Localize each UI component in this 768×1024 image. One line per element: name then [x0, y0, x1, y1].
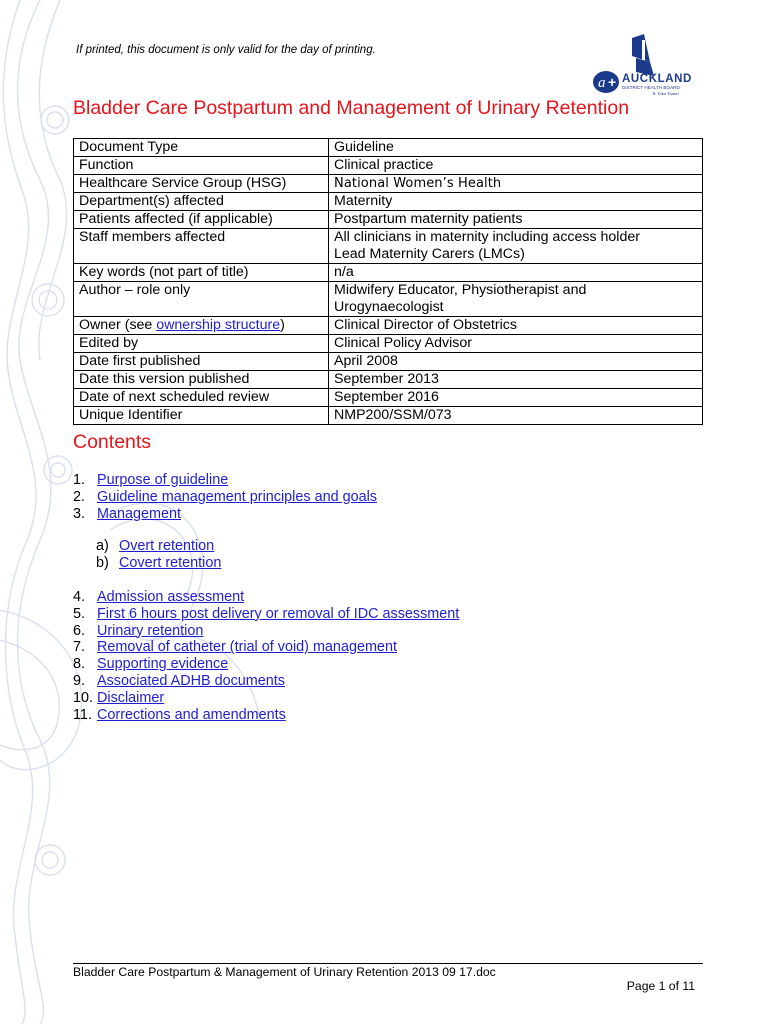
footer-page-number: Page 1 of 11	[626, 979, 695, 993]
contents-item-number: 11.	[73, 706, 92, 723]
metadata-key-cell: Staff members affected	[74, 229, 329, 264]
metadata-value: All clinicians in maternity including access holder	[334, 229, 640, 245]
metadata-key-cell	[74, 317, 329, 335]
contents-item	[73, 489, 377, 506]
metadata-value: Midwifery Educator, Physiotherapist and	[334, 282, 587, 298]
contents-item	[73, 623, 459, 640]
metadata-row	[74, 193, 703, 211]
metadata-key-cell: Department(s) affected	[74, 193, 329, 211]
svg-text:AUCKLAND: AUCKLAND	[622, 73, 692, 85]
metadata-value: Clinical Director of Obstetrics	[334, 317, 517, 333]
metadata-key-cell: Patients affected (if applicable)	[74, 211, 329, 229]
metadata-value: Guideline	[334, 139, 394, 155]
contents-item	[73, 690, 459, 707]
metadata-row	[74, 282, 703, 317]
metadata-row	[74, 407, 703, 425]
metadata-value: National Women’s Health	[334, 176, 502, 191]
contents-link[interactable]: Covert retention	[119, 554, 222, 571]
svg-text:+: +	[608, 74, 617, 90]
svg-text:Te Toka Tumai: Te Toka Tumai	[652, 91, 679, 96]
metadata-row	[74, 157, 703, 175]
document-title: Bladder Care Postpartum and Management of Urinary Retention	[73, 97, 630, 119]
contents-link[interactable]: Supporting evidence	[97, 656, 229, 673]
metadata-key-cell: Key words (not part of title)	[74, 264, 329, 282]
footer-divider	[73, 963, 703, 964]
metadata-key-cell: Function	[74, 157, 329, 175]
contents-link[interactable]: Purpose of guideline	[97, 472, 229, 488]
metadata-row	[74, 139, 703, 157]
metadata-value: NMP200/SSM/073	[334, 407, 452, 423]
metadata-value-cell	[329, 175, 703, 193]
metadata-value-cell	[329, 193, 703, 211]
metadata-row	[74, 335, 703, 353]
contents-link[interactable]: Removal of catheter (trial of void) management	[97, 639, 397, 656]
metadata-key-cell: Edited by	[74, 335, 329, 353]
metadata-value-cell	[329, 335, 703, 353]
metadata-key-cell: Date of next scheduled review	[74, 389, 329, 407]
contents-item	[96, 538, 221, 555]
metadata-value: September 2013	[334, 371, 439, 387]
print-validity-notice: If printed, this document is only valid for the day of printing.	[76, 44, 376, 56]
contents-item-number: 5.	[73, 605, 86, 622]
metadata-value: n/a	[334, 264, 354, 280]
metadata-value-cell	[329, 317, 703, 335]
contents-item-number: b)	[96, 554, 109, 571]
auckland-dhb-logo	[592, 32, 704, 100]
metadata-value-cell	[329, 407, 703, 425]
metadata-value-continued: Urogynaecologist	[334, 299, 444, 315]
contents-item-number: 3.	[73, 505, 86, 522]
contents-item	[96, 555, 221, 572]
metadata-key-cell: Healthcare Service Group (HSG)	[74, 175, 329, 193]
contents-item	[73, 673, 459, 690]
contents-item	[73, 639, 459, 656]
svg-text:a: a	[598, 75, 606, 91]
metadata-key-cell: Document Type	[74, 139, 329, 157]
contents-item-number: 4.	[73, 589, 86, 605]
metadata-key-cell: Date first published	[74, 353, 329, 371]
metadata-key-cell: Unique Identifier	[74, 407, 329, 425]
contents-heading: Contents	[73, 431, 152, 453]
metadata-value-cell	[329, 139, 703, 157]
contents-item-number: 2.	[73, 488, 86, 505]
metadata-value: Clinical practice	[334, 157, 434, 173]
adhb-logo-icon	[592, 32, 704, 100]
svg-text:DISTRICT HEALTH BOARD: DISTRICT HEALTH BOARD	[622, 85, 680, 90]
metadata-value-cell	[329, 229, 703, 264]
contents-link[interactable]: Disclaimer	[97, 689, 165, 706]
metadata-row	[74, 264, 703, 282]
metadata-row	[74, 317, 703, 335]
contents-item-number: 6.	[73, 622, 86, 639]
metadata-value-cell	[329, 371, 703, 389]
document-metadata-table	[73, 138, 703, 425]
contents-link[interactable]: Management	[97, 505, 181, 522]
metadata-value-cell	[329, 389, 703, 407]
metadata-value-cell	[329, 353, 703, 371]
metadata-row	[74, 389, 703, 407]
contents-item	[73, 589, 459, 606]
metadata-value-cell	[329, 264, 703, 282]
contents-item-number: 9.	[73, 672, 86, 689]
contents-link[interactable]: Associated ADHB documents	[97, 672, 285, 689]
contents-item-number: a)	[96, 538, 109, 554]
contents-link[interactable]: First 6 hours post delivery or removal of IDC assessment	[97, 605, 460, 622]
contents-link[interactable]: Overt retention	[119, 538, 215, 554]
metadata-row	[74, 211, 703, 229]
metadata-row	[74, 371, 703, 389]
contents-list-part-1	[73, 472, 377, 522]
ownership-structure-link[interactable]: ownership structure	[156, 317, 281, 333]
contents-link[interactable]: Corrections and amendments	[97, 706, 286, 723]
contents-item	[73, 506, 377, 523]
contents-sublist	[96, 538, 221, 572]
contents-link[interactable]: Guideline management principles and goals	[97, 488, 377, 505]
metadata-value-cell	[329, 157, 703, 175]
contents-item	[73, 707, 459, 724]
metadata-row	[74, 353, 703, 371]
metadata-value-continued: Lead Maternity Carers (LMCs)	[334, 246, 525, 262]
contents-item	[73, 656, 459, 673]
contents-link[interactable]: Urinary retention	[97, 622, 204, 639]
contents-item-number: 8.	[73, 656, 86, 673]
metadata-row	[74, 229, 703, 264]
contents-item-number: 7.	[73, 639, 86, 656]
metadata-value: Clinical Policy Advisor	[334, 335, 472, 351]
contents-list-part-2	[73, 589, 459, 723]
footer-document-filename: Bladder Care Postpartum & Management of Urinary Retention 2013 09 17.doc	[73, 965, 496, 979]
metadata-value-cell	[329, 211, 703, 229]
metadata-key-prefix: Owner (see	[79, 317, 157, 333]
metadata-value: April 2008	[334, 353, 398, 369]
contents-item	[73, 606, 459, 623]
metadata-value-cell	[329, 282, 703, 317]
contents-item	[73, 472, 377, 489]
contents-item-number: 10.	[73, 689, 94, 706]
metadata-value: September 2016	[334, 389, 439, 405]
metadata-row	[74, 175, 703, 193]
contents-link[interactable]: Admission assessment	[97, 589, 245, 605]
metadata-key-cell: Date this version published	[74, 371, 329, 389]
metadata-key-cell: Author – role only	[74, 282, 329, 317]
metadata-value: Maternity	[334, 193, 393, 209]
contents-item-number: 1.	[73, 472, 86, 488]
metadata-key-suffix: )	[280, 317, 285, 333]
metadata-value: Postpartum maternity patients	[334, 211, 523, 227]
